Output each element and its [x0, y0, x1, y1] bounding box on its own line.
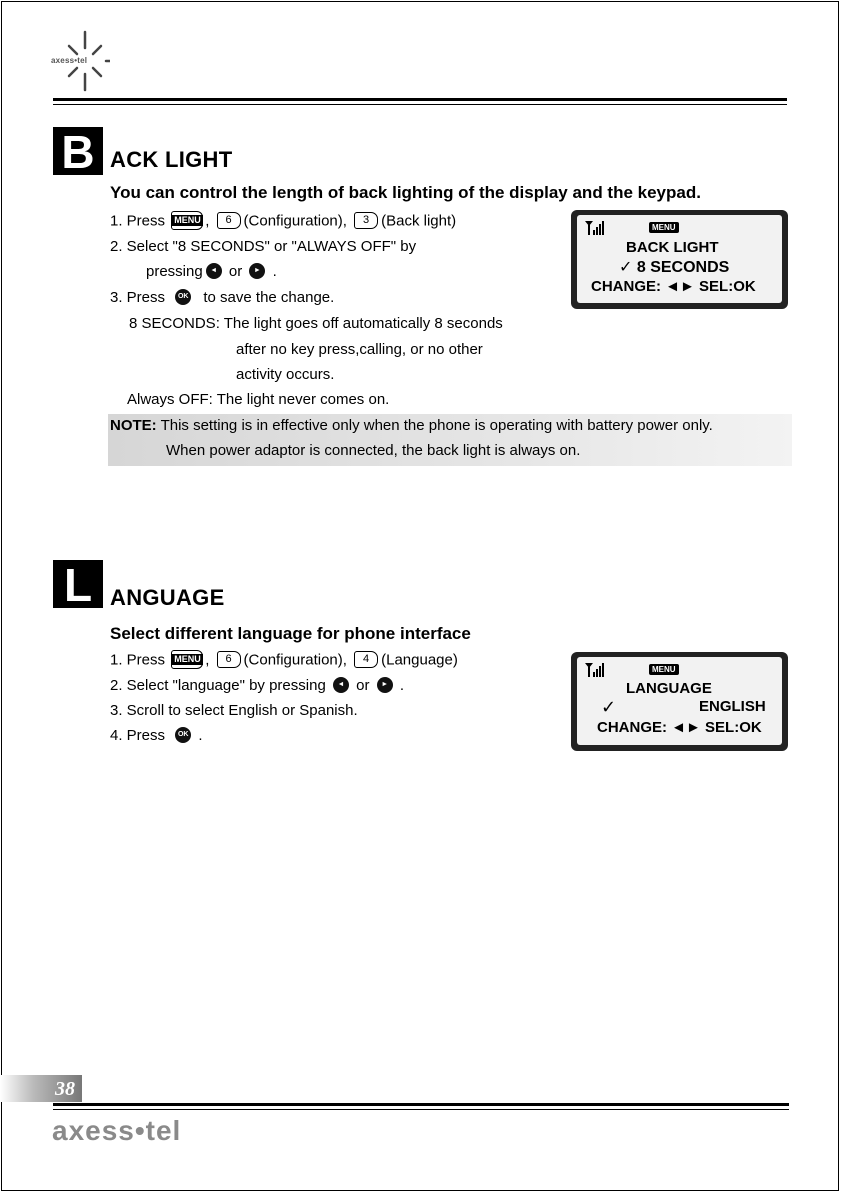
key-6-icon: 6	[217, 651, 241, 668]
step-text: (Configuration),	[243, 212, 347, 230]
note-line-2: When power adaptor is connected, the back light is always on.	[166, 442, 581, 459]
section-letter-b: B	[53, 127, 103, 175]
language-step-3: 3. Scroll to select English or Spanish.	[110, 702, 358, 719]
section-letter-l: L	[53, 560, 103, 608]
always-off-desc: Always OFF: The light never comes on.	[127, 391, 390, 408]
header-logo-text: axess•tel	[51, 56, 88, 65]
checkmark-icon: ✓	[601, 697, 617, 717]
step-text: .	[272, 263, 277, 280]
signal-icon	[585, 663, 607, 677]
key-4-icon: 4	[354, 651, 378, 668]
step-text: to save the change.	[203, 289, 335, 306]
checkmark-icon: ✓	[619, 259, 633, 276]
eight-seconds-desc-2: after no key press,calling, or no other	[236, 341, 483, 358]
ok-key-icon: OK	[175, 727, 191, 743]
back-light-subtitle: You can control the length of back lighting of the display and the keypad.	[110, 183, 701, 202]
step-text: or	[356, 677, 370, 694]
left-arrow-key-icon: ◄	[206, 263, 222, 279]
step-text: (Configuration),	[243, 651, 347, 669]
language-step-2	[110, 677, 404, 695]
menu-key-icon: MENU	[171, 650, 203, 669]
footer-logo: axess•tel	[52, 1115, 182, 1146]
section-title-back-light: ACK LIGHT	[110, 147, 233, 172]
signal-icon	[585, 221, 607, 235]
step-text: (Language)	[381, 651, 458, 669]
page-number: 38	[55, 1078, 75, 1100]
step-text: or	[228, 263, 243, 280]
step-text: 3. Press	[110, 289, 166, 306]
lcd-menu-icon: MENU	[649, 664, 679, 675]
right-arrow-key-icon: ►	[249, 263, 265, 279]
note-text: This setting is in effective only when the phone is operating with battery power only.	[160, 417, 713, 434]
lcd-language	[571, 652, 788, 751]
note-label: NOTE:	[110, 417, 157, 434]
back-light-step-3	[110, 289, 334, 307]
language-step-1	[110, 651, 458, 670]
step-text: ,	[205, 212, 210, 230]
step-text: 1. Press	[110, 651, 166, 669]
lcd-menu-icon: MENU	[649, 222, 679, 233]
lcd-back-light	[571, 210, 788, 309]
step-text: 2. Select "language" by pressing	[110, 677, 326, 694]
back-light-step-1	[110, 212, 456, 231]
step-text: (Back light)	[381, 212, 457, 230]
back-light-step-2: 2. Select "8 SECONDS" or "ALWAYS OFF" by	[110, 238, 417, 255]
lcd-line-2: ENGLISH	[699, 698, 766, 715]
step-text: .	[198, 727, 203, 744]
note-line-1	[110, 417, 713, 435]
section-title-language: ANGUAGE	[110, 585, 225, 610]
menu-key-icon: MENU	[171, 211, 203, 230]
footer-rule-thick	[53, 1103, 789, 1106]
lcd-line-3: CHANGE: ◄► SEL:OK	[591, 278, 756, 295]
step-text: pressing	[146, 263, 203, 280]
back-light-step-2-cont	[130, 263, 277, 281]
lcd-line-2: ✓ 8 SECONDS	[619, 259, 730, 276]
lcd-line-1: LANGUAGE	[626, 680, 712, 697]
eight-seconds-desc-3: activity occurs.	[236, 366, 335, 383]
step-text: 1. Press	[110, 212, 166, 230]
language-step-4	[110, 727, 203, 745]
left-arrow-key-icon: ◄	[333, 677, 349, 693]
right-arrow-key-icon: ►	[377, 677, 393, 693]
header-rule-thick	[53, 98, 787, 101]
language-subtitle: Select different language for phone interface	[110, 624, 471, 643]
step-text: 4. Press	[110, 727, 166, 744]
footer-rule-thin	[53, 1109, 789, 1110]
header-logo	[50, 30, 120, 94]
eight-seconds-desc-1: 8 SECONDS: The light goes off automatically 8 seconds	[129, 315, 503, 332]
lcd-line-1: BACK LIGHT	[626, 239, 719, 256]
lcd-line-3: CHANGE: ◄► SEL:OK	[597, 719, 762, 736]
header-rule-thin	[53, 104, 787, 105]
step-text: .	[399, 677, 404, 694]
ok-key-icon: OK	[175, 289, 191, 305]
key-6-icon: 6	[217, 212, 241, 229]
key-3-icon: 3	[354, 212, 378, 229]
step-text: ,	[205, 651, 210, 669]
